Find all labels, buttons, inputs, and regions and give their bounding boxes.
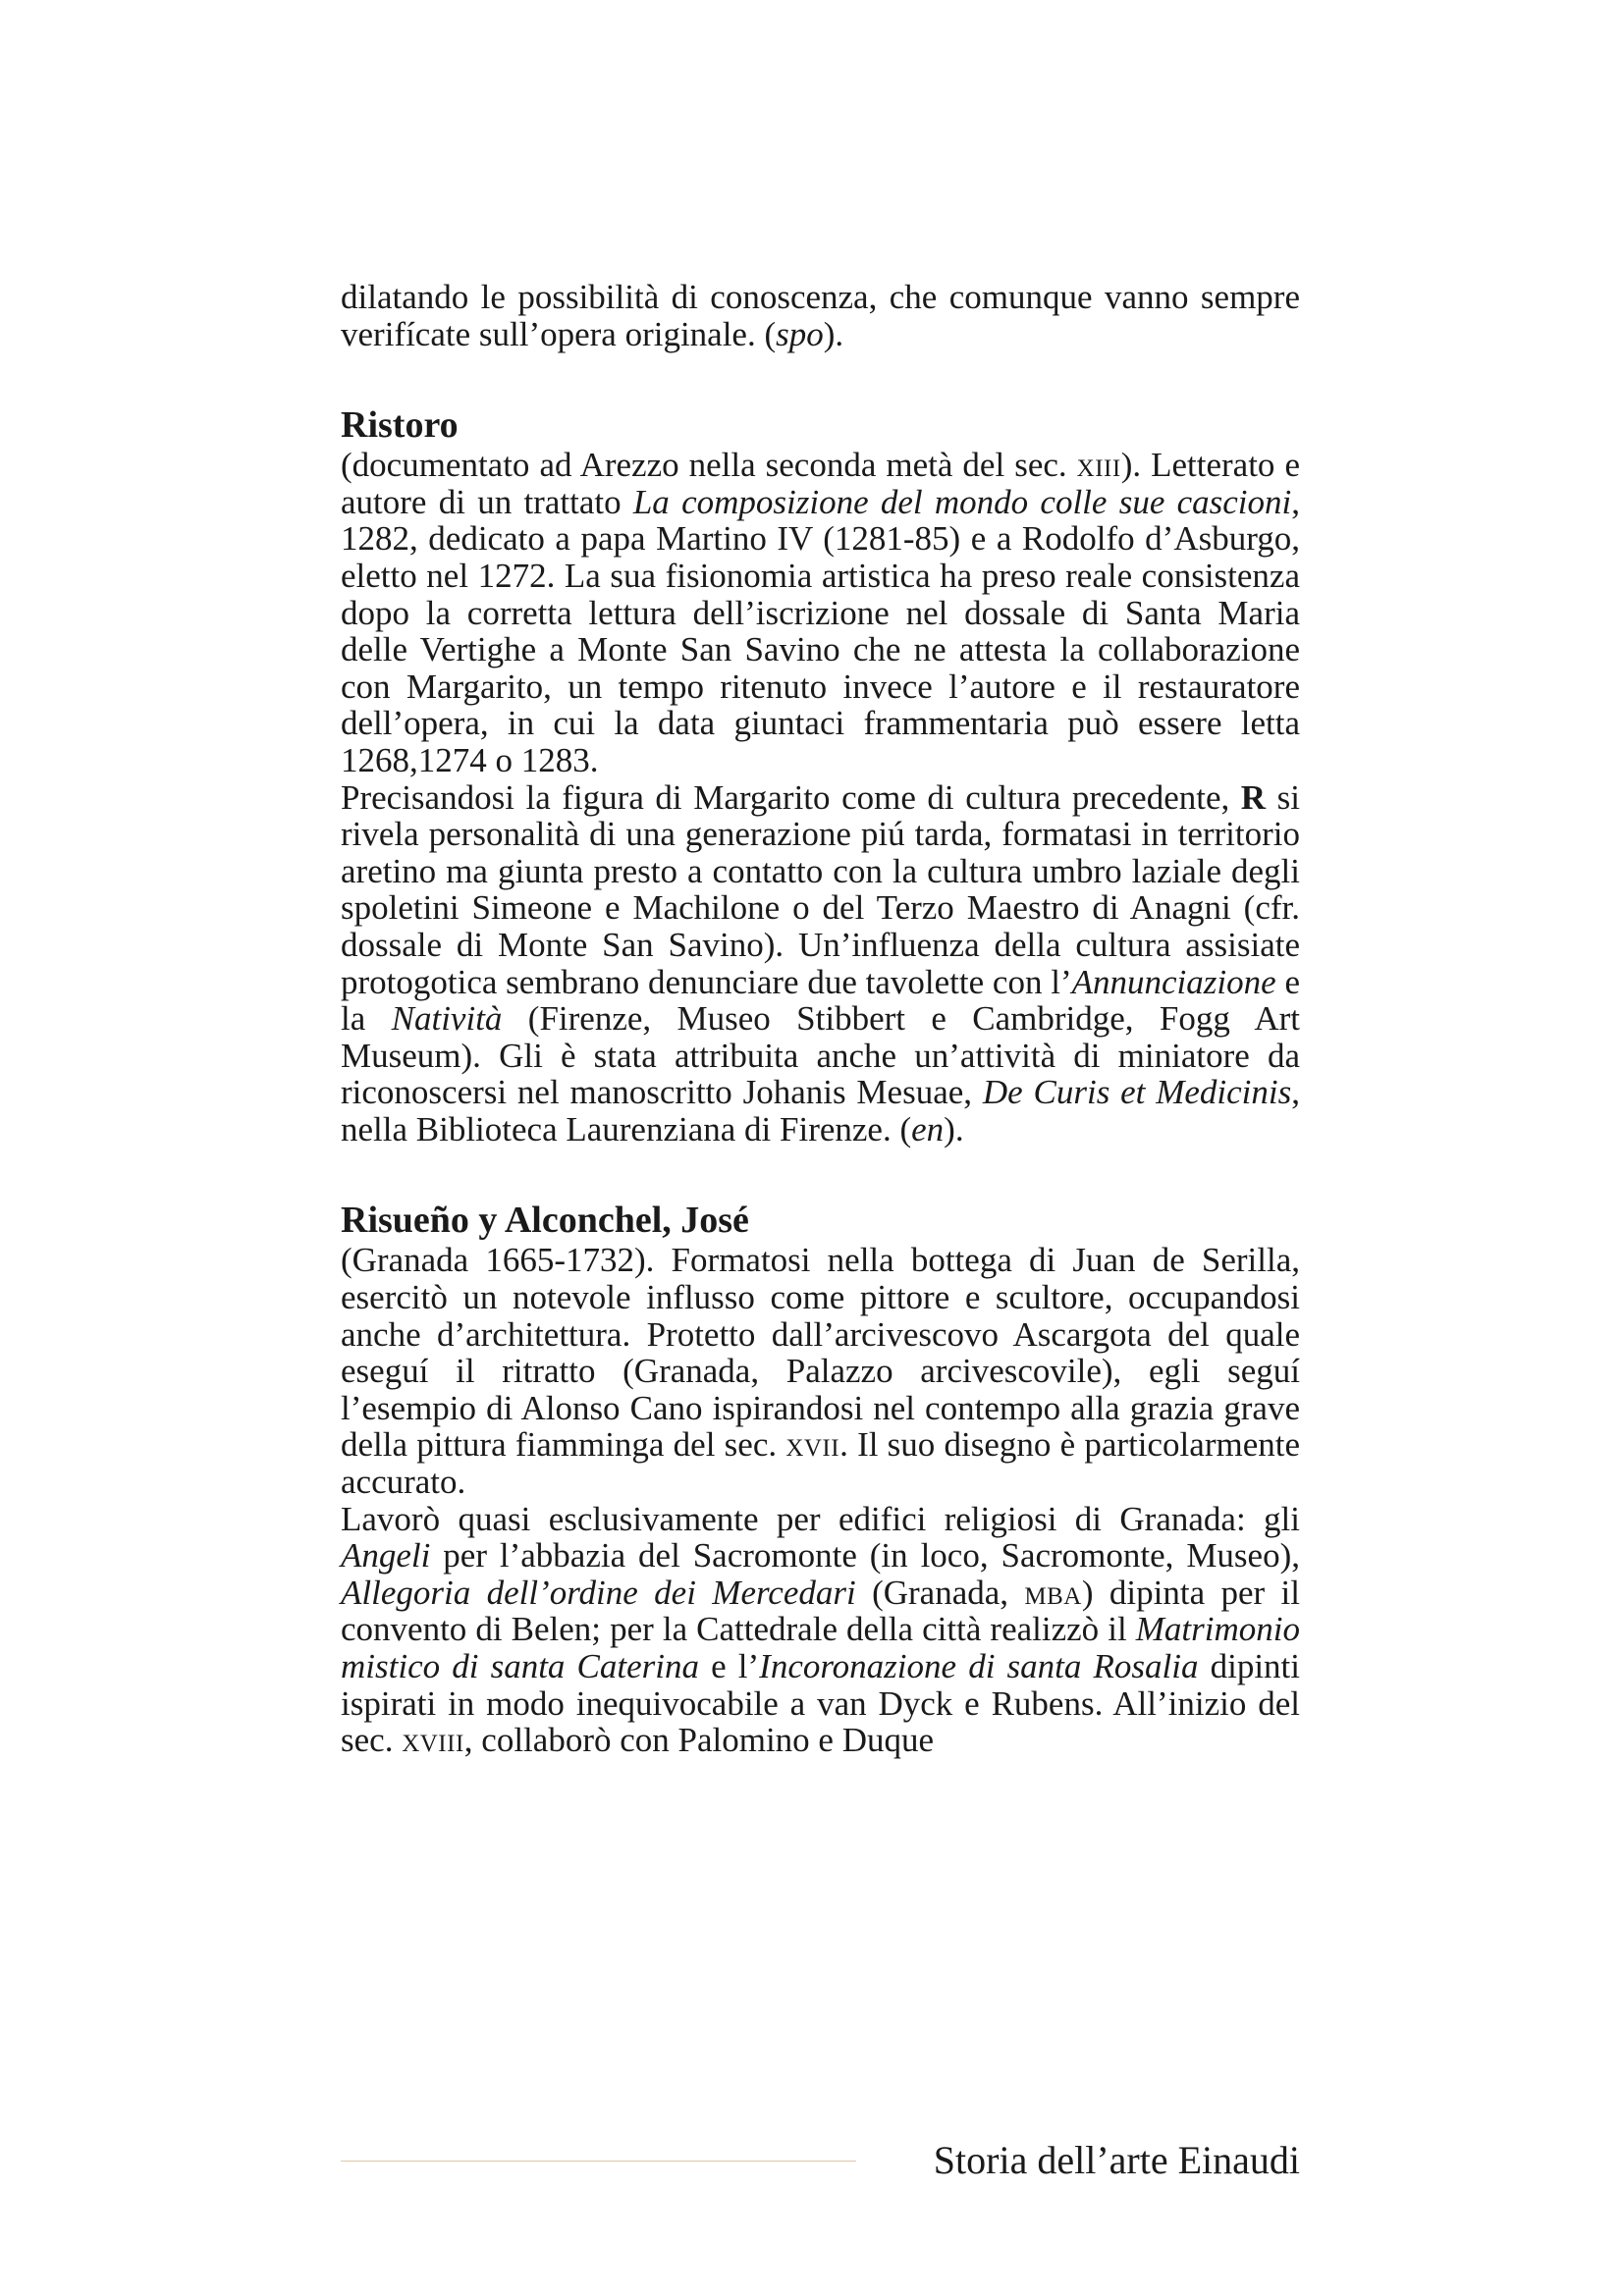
paragraph-text: . Il suo disegno è particolarmente accurato. xyxy=(341,1425,1300,1502)
work-title: Matrimonio mistico di santa Caterina xyxy=(341,1610,1300,1685)
paragraph-text: ). xyxy=(823,314,844,353)
work-title: Natività xyxy=(391,999,503,1039)
paragraph-text: Lavorò quasi esclusivamente per edifici religiosi di Granada: gli xyxy=(341,1499,1300,1538)
paragraph-text: (Firenze, Museo Stibbert e Cambridge, Fogg Art Museum). Gli è stata attribuita anche un’attività di miniatore da riconoscersi nel manoscritto Johanis Mesuae, xyxy=(341,999,1300,1112)
page-footer xyxy=(341,2136,1300,2185)
paragraph-text: per l’abbazia del Sacromonte (in loco, Sacromonte, Museo), xyxy=(430,1536,1300,1575)
continued-paragraph xyxy=(341,279,1300,352)
century-numeral: xiii xyxy=(1076,446,1121,485)
century-numeral: xvii xyxy=(785,1425,840,1465)
work-title: Angeli xyxy=(341,1536,431,1575)
entry-paragraph xyxy=(341,447,1300,778)
article-body xyxy=(341,279,1300,1759)
entry-title-risueno: Risueño y Alconchel, José xyxy=(341,1200,749,1242)
spacer xyxy=(341,1148,1300,1199)
paragraph-text: , 1282, dedicato a papa Martino IV (1281-85) e a Rodolfo d’Asburgo, eletto nel 1272. La sua fisionomia artistica ha preso reale consistenza dopo la corretta lettura dell’iscrizione nel dossale di Santa Maria delle Vertighe a Monte San Savino che ne attesta la collaborazione con Margarito, un tempo ritenuto invece l’autore e il restauratore dell’opera, in cui la data giuntaci frammentaria può essere letta 1268,1274 o 1283. xyxy=(341,482,1300,779)
entry-paragraph xyxy=(341,1501,1300,1759)
work-title: Annunciazione xyxy=(1071,962,1276,1001)
paragraph-text: , collaborò con Palomino e Duque xyxy=(463,1721,935,1760)
paragraph-text: (documentato ad Arezzo nella seconda metà del sec. xyxy=(341,446,1077,485)
entry-title-ristoro: Ristoro xyxy=(341,404,459,447)
paragraph-text: (Granada, xyxy=(855,1573,1025,1612)
entry-paragraph xyxy=(341,779,1300,1148)
entry-paragraph xyxy=(341,1242,1300,1500)
paragraph-text: ). Letterato e autore di un trattato xyxy=(341,446,1300,521)
paragraph-text: dilatando le possibilità di conoscenza, che comunque vanno sempre verifícate sull’opera originale. ( xyxy=(341,278,1300,353)
entry-initial: R xyxy=(1240,777,1267,817)
work-title: Allegoria dell’ordine dei Mercedari xyxy=(341,1573,856,1612)
work-title: De Curis et Medicinis xyxy=(982,1073,1292,1112)
paragraph-text: e la xyxy=(341,962,1300,1039)
paragraph-text: ) dipinta per il convento di Belen; per la Cattedrale della città realizzò il xyxy=(341,1573,1300,1649)
paragraph-text: , nella Biblioteca Laurenziana di Firenze. ( xyxy=(341,1073,1300,1148)
footer-publication-title: Storia dell’arte Einaudi xyxy=(933,2138,1300,2182)
work-title: La composizione del mondo colle sue cascioni xyxy=(632,482,1292,521)
author-sigla: spo xyxy=(776,314,824,353)
spacer xyxy=(341,352,1300,403)
paragraph-text: ). xyxy=(944,1109,964,1148)
author-sigla: en xyxy=(911,1109,945,1148)
work-title: Incoronazione di santa Rosalia xyxy=(759,1647,1199,1685)
century-numeral: xviii xyxy=(402,1721,464,1760)
paragraph-text: e l’ xyxy=(699,1647,760,1685)
paragraph-text: dipinti ispirati in modo inequivocabile a van Dyck e Rubens. All’inizio del sec. xyxy=(341,1647,1300,1760)
footer-rule xyxy=(341,2161,856,2162)
museum-abbreviation: mba xyxy=(1024,1573,1082,1612)
paragraph-text: Precisandosi la figura di Margarito come di cultura precedente, xyxy=(341,777,1241,817)
paragraph-text: si rivela personalità di una generazione piú tarda, formatasi in territorio aretino ma giunta presto a contatto con la cultura umbro laziale degli spoletini Simeone e Machilone o del Terzo Maestro di Anagni (cfr. dossale di Monte San Savino). Un’influenza della cultura assisiate protogotica sembrano denunciare due tavolette con l’ xyxy=(341,777,1300,1001)
paragraph-text: (Granada 1665-1732). Formatosi nella bottega di Juan de Serilla, esercitò un notevole influsso come pittore e scultore, occupandosi anche d’architettura. Protetto dall’arcivescovo Ascargota del quale eseguí il ritratto (Granada, Palazzo arcivescovile), egli seguí l’esempio di Alonso Cano ispirandosi nel contempo alla grazia grave della pittura fiamminga del sec. xyxy=(341,1241,1300,1465)
